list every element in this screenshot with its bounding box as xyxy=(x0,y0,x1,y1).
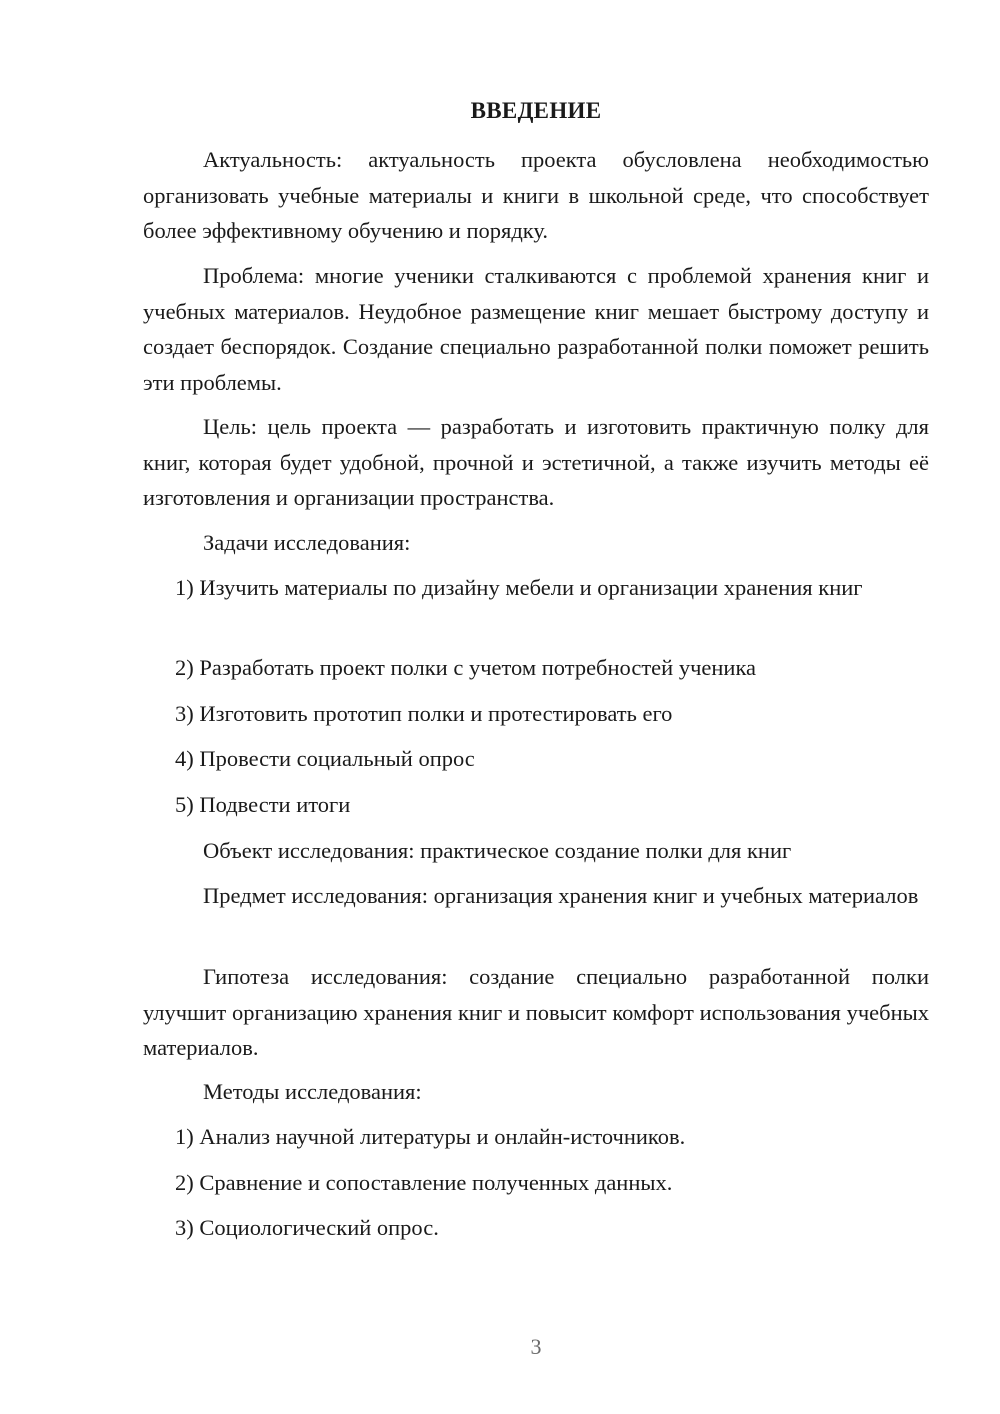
paragraph-relevance: Актуальность: актуальность проекта обусловлена необходимостью организовать учебные материалы и книги в школьной среде, что способствует более эффективному обучению и порядку. xyxy=(143,147,929,243)
method-item-2: 2) Сравнение и сопоставление полученных данных. xyxy=(175,1170,673,1195)
method-item-1: 1) Анализ научной литературы и онлайн-источников. xyxy=(175,1124,686,1149)
page-number: 3 xyxy=(530,1334,542,1359)
paragraph-subject: Предмет исследования: организация хранения книг и учебных материалов xyxy=(203,883,919,908)
task-item-2: 2) Разработать проект полки с учетом потребностей ученика xyxy=(175,655,757,680)
task-item-3: 3) Изготовить прототип полки и протестировать его xyxy=(175,701,673,726)
page-title: ВВЕДЕНИЕ xyxy=(470,98,602,123)
task-item-5: 5) Подвести итоги xyxy=(175,792,351,817)
paragraph-hypothesis: Гипотеза исследования: создание специально разработанной полки улучшит организацию хранения книг и повысит комфорт использования учебных материалов. xyxy=(143,964,929,1060)
task-item-1: 1) Изучить материалы по дизайну мебели и организации хранения книг xyxy=(175,575,863,600)
paragraph-object: Объект исследования: практическое создание полки для книг xyxy=(203,838,792,863)
paragraph-goal: Цель: цель проекта — разработать и изготовить практичную полку для книг, которая будет удобной, прочной и эстетичной, а также изучить методы её изготовления и организации пространства. xyxy=(143,414,929,510)
task-item-4: 4) Провести социальный опрос xyxy=(175,746,475,771)
paragraph-problem: Проблема: многие ученики сталкиваются с проблемой хранения книг и учебных материалов. Неудобное размещение книг мешает быстрому доступу и создает беспорядок. Создание специально разработанной полки поможет решить эти проблемы. xyxy=(143,263,929,395)
tasks-heading: Задачи исследования: xyxy=(203,530,411,555)
method-item-3: 3) Социологический опрос. xyxy=(175,1215,439,1240)
methods-heading: Методы исследования: xyxy=(203,1079,422,1104)
document-page xyxy=(143,0,929,1414)
